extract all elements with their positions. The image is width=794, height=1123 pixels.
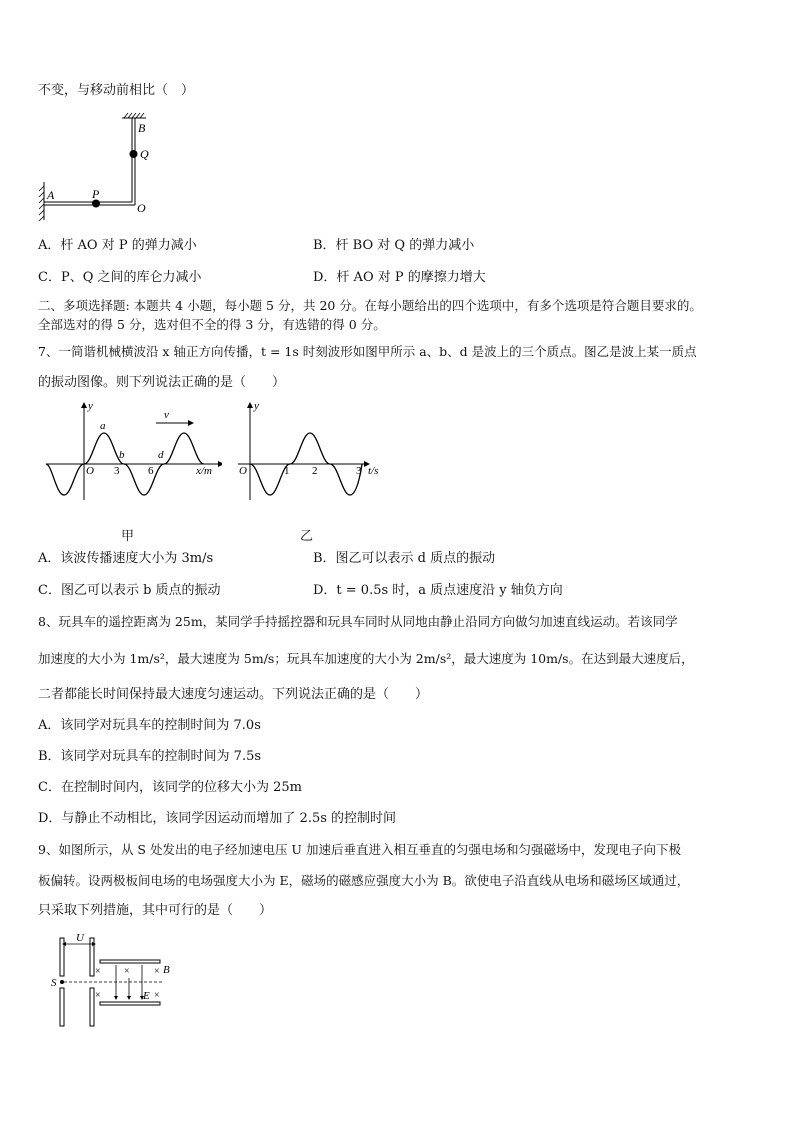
label-U: U [76, 932, 84, 944]
jia-tick-6: 6 [148, 465, 154, 477]
q6-figure [38, 112, 158, 226]
label-B: B [138, 121, 146, 135]
q9-line2: 板偏转。设两极板间电场的电场强度大小为 E，磁场的磁感应强度大小为 B。欲使电子沿直线从电场和磁场区域通过， [38, 873, 690, 888]
q6-stem-tail: 不变，与移动前相比（ ） [38, 83, 195, 98]
q7-option-a: A．该波传播速度大小为 3m/s [38, 551, 214, 566]
q8-option-b: B．该同学对玩具车的控制时间为 7.5s [38, 749, 262, 764]
q8-option-a: A．该同学对玩具车的控制时间为 7.0s [38, 718, 261, 733]
jia-y-label: y [88, 400, 93, 412]
yi-y-label: y [254, 400, 259, 412]
q8-option-c: C．在控制时间内，该同学的位移大小为 25m [38, 780, 302, 795]
label-A: A [47, 188, 55, 202]
yi-origin: O [239, 465, 247, 477]
q8-line2: 加速度的大小为 1m/s²，最大速度为 5m/s；玩具车加速度的大小为 2m/s²，最大速度为 10m/s。在达到最大速度后， [38, 651, 694, 666]
jia-x-label: x/m [196, 465, 212, 477]
q7-figure-yi [236, 400, 396, 514]
svg-text:×: × [95, 966, 101, 977]
yi-x-label: t/s [368, 465, 379, 477]
q9-line1: 9、如图所示，从 S 处发出的电子经加速电压 U 加速后垂直进入相互垂直的匀强电场和匀强磁场中，发现电子向下极 [38, 842, 681, 857]
q8-option-d: D．与静止不动相比，该同学因运动而增加了 2.5s 的控制时间 [38, 811, 397, 826]
q7-option-d: D．t = 0.5s 时，a 质点速度沿 y 轴负方向 [313, 583, 563, 598]
yi-tick-3: 3 [356, 465, 362, 477]
jia-v-label: v [164, 409, 169, 421]
svg-text:×: × [124, 966, 130, 977]
jia-tick-3: 3 [114, 465, 120, 477]
q7-figure-jia [42, 400, 222, 514]
q8-line1: 8、玩具车的遥控距离为 25m，某同学手持摇控器和玩具车同时从同地由静止沿同方向做匀加速直线运动。若该同学 [38, 614, 678, 629]
label-Q: Q [140, 147, 149, 161]
q9-line3: 只采取下列措施，其中可行的是（ ） [38, 903, 273, 918]
svg-text:×: × [95, 990, 101, 1001]
q6-option-b: B．杆 BO 对 Q 的弹力减小 [313, 238, 475, 253]
q6-option-c: C．P、Q 之间的库仑力减小 [38, 270, 202, 285]
jia-origin: O [86, 465, 94, 477]
label-S: S [51, 977, 57, 989]
svg-text:×: × [154, 990, 160, 1001]
q8-line3: 二者都能长时间保持最大速度匀速运动。下列说法正确的是（ ） [38, 687, 429, 702]
q7-option-c: C．图乙可以表示 b 质点的振动 [38, 583, 221, 598]
q7-option-b: B．图乙可以表示 d 质点的振动 [313, 551, 496, 566]
q7-line2: 的振动图像。则下列说法正确的是（ ） [38, 375, 286, 390]
q7-caption-yi: 乙 [300, 529, 314, 544]
q6-option-d: D．杆 AO 对 P 的摩擦力增大 [313, 270, 486, 285]
q7-line1: 7、一简谐机械横波沿 x 轴正方向传播，t = 1s 时刻波形如图甲所示 a、b、d 是波上的三个质点。图乙是波上某一质点 [38, 344, 697, 359]
label-E: E [143, 990, 150, 1002]
yi-tick-1: 1 [284, 465, 290, 477]
svg-text:×: × [154, 966, 160, 977]
q9-figure [50, 930, 190, 1034]
jia-point-a: a [100, 420, 106, 432]
jia-point-b: b [119, 449, 125, 461]
yi-tick-2: 2 [312, 465, 318, 477]
label-P: P [92, 187, 100, 201]
q7-caption-jia: 甲 [121, 529, 135, 544]
section2-line2: 全部选对的得 5 分，选对但不全的得 3 分，有选错的得 0 分。 [38, 317, 386, 332]
label-B9: B [163, 964, 170, 976]
section2-line1: 二、多项选择题: 本题共 4 小题，每小题 5 分，共 20 分。在每小题给出的四个选项中，有多个选项是符合题目要求的。 [38, 298, 702, 313]
q6-option-a: A．杆 AO 对 P 的弹力减小 [38, 238, 197, 253]
label-O: O [137, 201, 146, 215]
jia-point-d: d [158, 449, 164, 461]
